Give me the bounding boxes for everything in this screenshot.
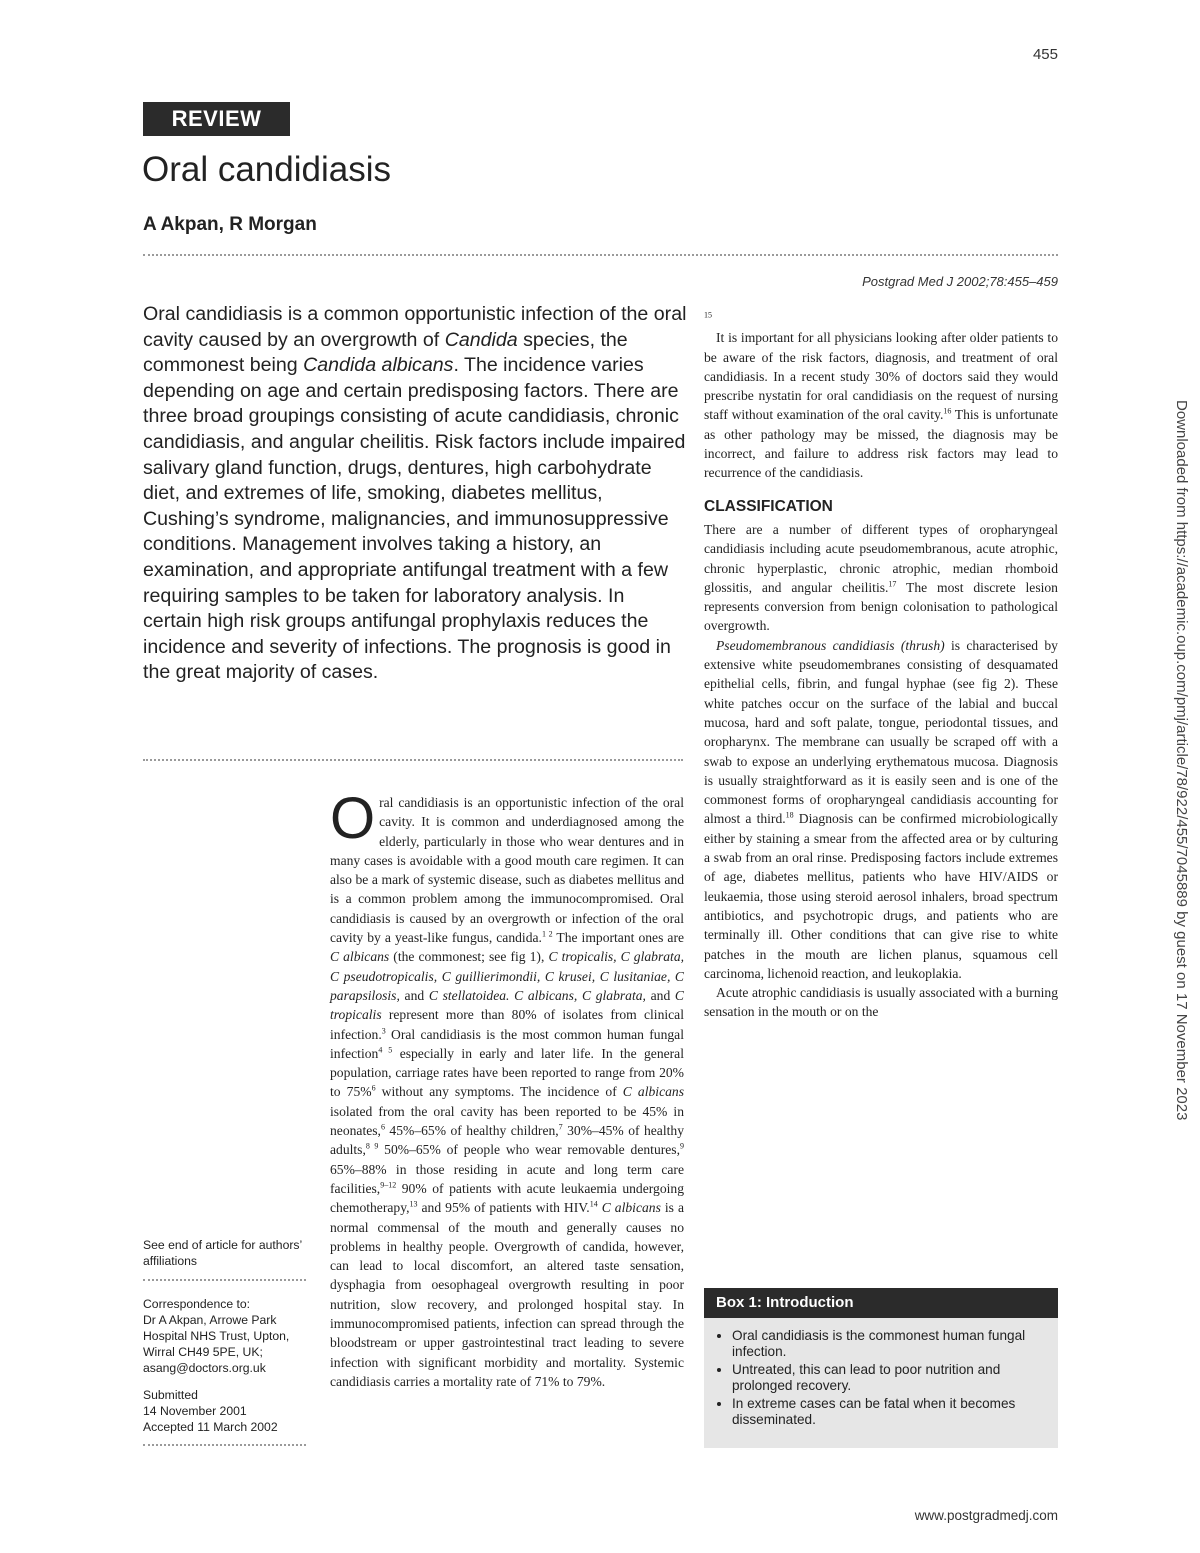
paragraph-text: The most discrete lesion represents conversion from benign colonisation to pathological overgrowth.	[704, 579, 1058, 634]
intro-text: especially in early and later life. In the general population, carriage rates have been reported to range from 20% to 75%	[330, 1045, 684, 1100]
box-list	[732, 1328, 1048, 1428]
intro-text: 65%–88% in those residing in acute and long term care facilities,	[330, 1161, 684, 1196]
ref: 8 9	[365, 1141, 379, 1151]
correspondence-label: Correspondence to:	[143, 1297, 251, 1311]
paragraph-text: This is unfortunate as other pathology may be missed, the diagnosis may be incorrect, and failure to address risk factors may lead to recurrence of the candidiasis.	[704, 407, 1059, 481]
body-column-right	[704, 309, 1058, 1022]
correspondence-email[interactable]: asang@doctors.org.uk	[143, 1361, 266, 1375]
intro-text: isolated from the oral cavity has been reported to be 45% in neonates,	[330, 1103, 684, 1139]
abstract-species: Candida albicans	[303, 354, 454, 377]
paragraph-text: Diagnosis can be confirmed microbiologically either by staining a smear from the affected area or by culturing a swab from an oral rinse. Predisposing factors include extremes of age, diabetes mellitus, patients who have HIV/AIDS or leukaemia, those using steroid aerosol inhalers, broad spectrum antibiotics, and psychotropic drugs, and patients who are terminally ill. Other conditions that can give rise to white patches in the mouth are lichen planus, squamous cell carcinoma, lichenoid reaction, and leukoplakia.	[704, 811, 1058, 981]
download-watermark-text: Downloaded from https://academic.oup.com/pmj/article/78/922/455/7045889 by guest on 17 November 2023	[1173, 400, 1190, 1121]
ref: 15	[704, 310, 712, 320]
abstract-text-2: species, the commonest being	[143, 328, 628, 377]
intro-text: 50%–65% of people who wear removable dentures,	[378, 1142, 680, 1158]
journal-citation: Postgrad Med J 2002;78:455–459	[862, 274, 1058, 289]
intro-text: Oral candidiasis is the most common human fungal infection	[330, 1026, 684, 1061]
intro-text: ral candidiasis is an opportunistic infection of the oral cavity. It is common and underdiagnosed among the elderly, particularly in those who wear dentures and in many cases is avoidable with a good mouth care regimen. It can also be a mark of systemic disease, such as diabetes mellitus and is a common problem among the immunocompromised. Oral candidiasis is caused by an overgrowth or infection of the oral cavity by a yeast-like fungus, candida.	[330, 795, 684, 946]
species-name: C stellatoidea. C albicans, C glabrata,	[428, 987, 646, 1003]
ref: 1 2	[541, 929, 553, 939]
species-name: C albicans	[601, 1200, 661, 1216]
journal-url[interactable]: www.postgradmedj.com	[914, 1508, 1058, 1523]
ref: 4 5	[378, 1045, 393, 1055]
header-divider	[143, 254, 1058, 256]
box-item: • In extreme cases can be fatal when it becomes disseminated.	[732, 1396, 1048, 1429]
ref: 16	[943, 406, 952, 416]
paragraph-text: It is important for all physicians looking after older patients to be aware of the risk factors, diagnosis, and treatment of oral candidiasis. In a recent study 30% of doctors said they would prescribe nystatin for oral candidiasis on the request of nursing staff without examination of the oral cavity.	[704, 330, 1058, 423]
intro-text: and 95% of patients with HIV.	[417, 1200, 590, 1216]
box-item: • Untreated, this can lead to poor nutrition and prolonged recovery.	[732, 1362, 1048, 1395]
box-introduction	[704, 1288, 1058, 1448]
abstract	[143, 302, 688, 686]
accepted-date: Accepted 11 March 2002	[143, 1420, 278, 1434]
correspondence-address: Dr A Akpan, Arrowe Park Hospital NHS Trust, Upton, Wirral CH49 5PE, UK;	[143, 1313, 290, 1359]
abstract-text-1: Oral candidiasis is a common opportunistic infection of the oral cavity caused by an overgrowth of	[143, 303, 687, 351]
intro-text: The important ones are	[552, 930, 684, 946]
ref: 14	[589, 1199, 598, 1209]
download-watermark	[1174, 400, 1194, 1160]
box-item: • Oral candidiasis is the commonest human fungal infection.	[732, 1328, 1048, 1361]
ref: 7	[558, 1122, 563, 1132]
species-name: C tropicalis, C glabrata, C pseudotropicalis, C guillierimondii, C krusei, C lusitaniae, C parapsilosis,	[330, 949, 685, 1003]
intro-text: is a normal commensal of the mouth and generally causes no problems in healthy people. Overgrowth of candida, however, can lead to local discomfort, an altered taste sensation, dysphagia from oesophageal overgrowth resulting in poor nutrition, slow recovery, and prolonged hospital stay. In immunocompromised patients, infection can spread through the bloodstream or upper gastrointestinal tract leading to severe infection with significant morbidity and mortality. Systemic candidiasis carries a mortality rate of 71% to 79%.	[330, 1200, 685, 1389]
abstract-text-3: . The incidence varies depending on age and certain predisposing factors. There are three broad groupings consisting of acute candidiasis, chronic candidiasis, and angular cheilitis. Risk factors include impaired salivary gland function, drugs, dentures, high carbohydrate diet, and extremes of life, smoking, diabetes mellitus, Cushing’s syndrome, malignancies, and immunosuppressive conditions. Management involves taking a history, an examination, and appropriate antifungal treatment with a few requiring samples to be taken for laboratory analysis. In certain high risk groups antifungal prophylaxis reduces the incidence and severity of infections. The prognosis is good in the great majority of cases.	[143, 354, 686, 684]
box-title: Box 1: Introduction	[704, 1288, 1058, 1318]
intro-text: and	[399, 987, 429, 1003]
ref: 3	[381, 1026, 386, 1036]
correspondence	[143, 1296, 308, 1376]
abstract-genus: Candida	[444, 328, 518, 351]
paragraph-text: Acute atrophic candidiasis is usually associated with a burning sensation in the mouth or on the	[704, 985, 1058, 1020]
paragraph-text: is characterised by extensive white pseudomembranes consisting of desquamated epithelial cells, fibrin, and fungal hyphae (see fig 2). These white patches occur on the surface of the labial and buccal mucosa, hard and soft palate, tongue, periodontal tissues, and oropharynx. The membrane can usually be scraped off with a swab to expose an underlying erythematous mucosa. Diagnosis is usually straightforward as it is easily seen and is one of the commonest forms of oropharyngeal candidiasis accounting for almost a third.	[704, 637, 1058, 827]
species-name: C tropicalis	[330, 987, 684, 1023]
article-authors: A Akpan, R Morgan	[143, 214, 317, 235]
abstract-divider	[143, 759, 683, 761]
ref: 6	[371, 1083, 376, 1093]
intro-text: (the commonest; see fig 1),	[389, 949, 549, 965]
article-title: Oral candidiasis	[142, 150, 391, 189]
ref: 9–12	[380, 1180, 397, 1190]
body-column-middle	[330, 786, 685, 1391]
submitted-date: 14 November 2001	[143, 1404, 247, 1418]
paragraph-text: There are a number of different types of oropharyngeal candidiasis including acute pseudomembranous, acute atrophic, chronic hyperplastic, chronic atrophic, median rhomboid glossitis, and angular cheilitis.	[704, 521, 1058, 595]
sidebar-divider-1	[143, 1279, 306, 1281]
intro-text: represent more than 80% of isolates from clinical infection.	[330, 1007, 684, 1042]
drop-cap: O	[330, 786, 376, 851]
species-name: C albicans	[622, 1084, 684, 1100]
page-number: 455	[1032, 46, 1058, 63]
affiliations-note: See end of article for authors’ affiliations	[143, 1238, 302, 1268]
ref: 18	[785, 810, 794, 820]
intro-text: 90% of patients with acute leukaemia undergoing chemotherapy,	[330, 1180, 684, 1216]
ref: 17	[888, 579, 897, 589]
section-badge: REVIEW	[143, 102, 290, 136]
term-italic: Pseudomembranous candidiasis (thrush)	[716, 637, 945, 653]
ref: 6	[380, 1122, 385, 1132]
submission-dates	[143, 1387, 308, 1435]
intro-text: without any symptoms. The incidence of	[375, 1084, 623, 1100]
ref: 13	[409, 1199, 418, 1209]
intro-text: and	[645, 987, 675, 1003]
intro-text: 30%–45% of healthy adults,	[330, 1123, 684, 1158]
ref: 9	[680, 1141, 684, 1151]
intro-text: 45%–65% of healthy children,	[384, 1123, 559, 1139]
submitted-label: Submitted	[143, 1388, 198, 1402]
sidebar-divider-2	[143, 1444, 306, 1446]
section-heading-classification: CLASSIFICATION	[704, 497, 833, 515]
species-name: C albicans	[330, 949, 390, 965]
